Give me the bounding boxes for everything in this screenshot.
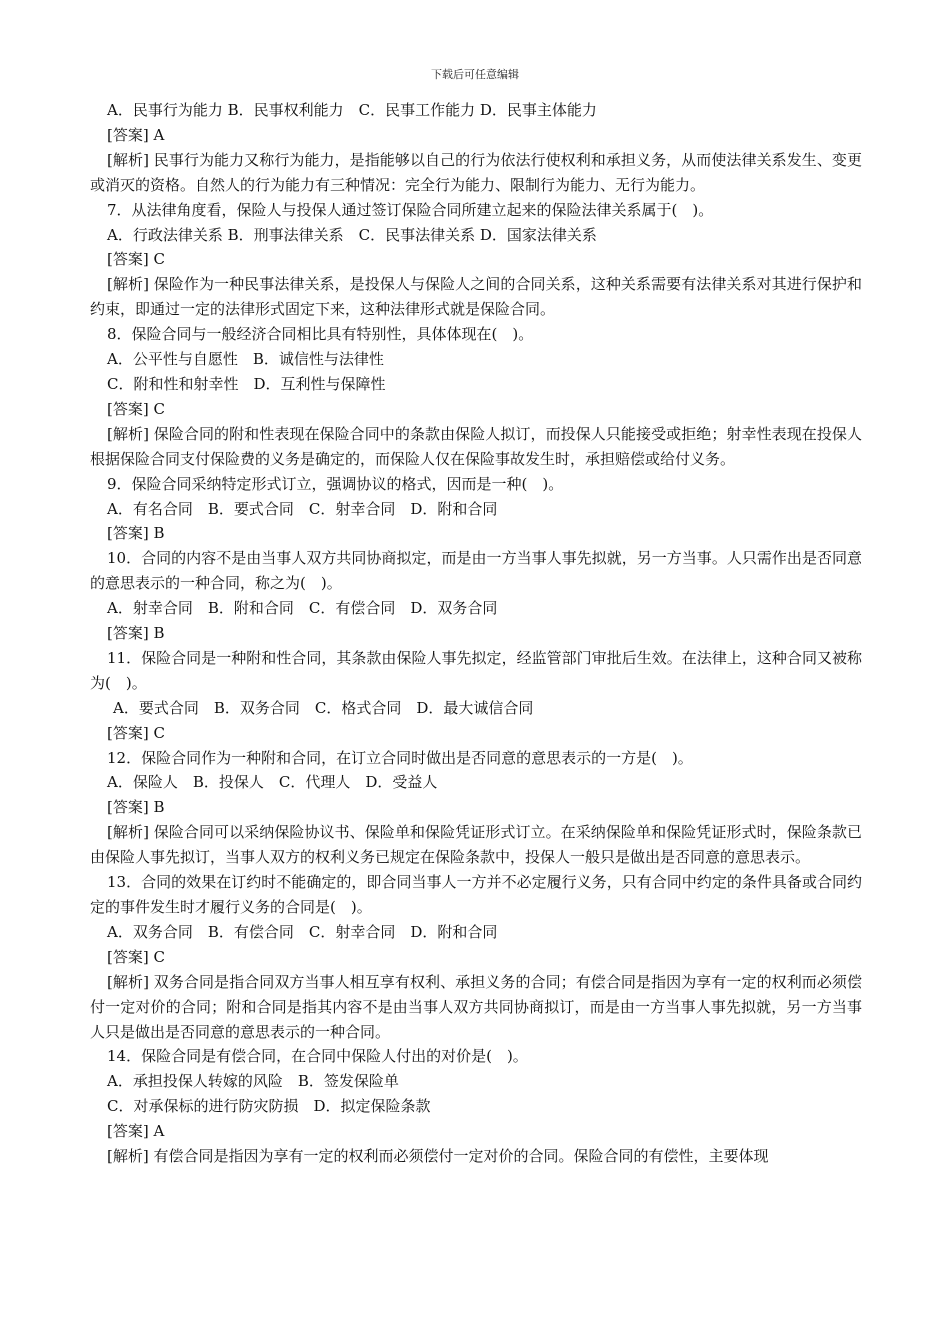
explanation-paragraph: [解析] 双务合同是指合同双方当事人相互享有权利、承担义务的合同；有偿合同是指因为享有一定的权利而必须偿付一定对价的合同；附和合同是指其内容不是由当事人双方共同协商拟订，而是由一方当事人事先拟就，另一方当事人只是做出是否同意的意思表示的一种合同。 bbox=[90, 972, 862, 1041]
answer-options-line: A．保险人 B．投保人 C．代理人 D．受益人 bbox=[107, 773, 438, 792]
explanation-paragraph: [解析] 民事行为能力又称行为能力，是指能够以自己的行为依法行使权利和承担义务，从而使法律关系发生、变更或消灭的资格。自然人的行为能力有三种情况：完全行为能力、限制行为能力、无行为能力。 bbox=[90, 150, 862, 194]
explanation-paragraph: [解析] 保险合同的附和性表现在保险合同中的条款由保险人拟订，而投保人只能接受或拒绝；射幸性表现在投保人根据保险合同支付保险费的义务是确定的，而保险人仅在保险事故发生时，承担赔偿或给付义务。 bbox=[90, 424, 862, 468]
answer-key: [答案] C bbox=[107, 250, 165, 269]
question-10: 10．合同的内容不是由当事人双方共同协商拟定，而是由一方当事人事先拟就，另一方当事。人只需作出是否同意的意思表示的一种合同，称之为( )。 bbox=[90, 549, 862, 593]
explanation-line: [解析] 有偿合同是指因为享有一定的权利而必须偿付一定对价的合同。保险合同的有偿性，主要体现 bbox=[107, 1147, 769, 1166]
question-12: 12．保险合同作为一种附和合同，在订立合同时做出是否同意的意思表示的一方是( )。 bbox=[107, 748, 693, 767]
answer-key: [答案] B bbox=[107, 524, 165, 543]
answer-key: [答案] C bbox=[107, 399, 165, 418]
explanation-paragraph: [解析] 保险合同可以采纳保险协议书、保险单和保险凭证形式订立。在采纳保险单和保险凭证形式时，保险条款已由保险人事先拟订，当事人双方的权利义务已规定在保险条款中，投保人一般只是做出是否同意的意思表示。 bbox=[90, 823, 862, 867]
document-body bbox=[90, 98, 862, 1169]
answer-options-line: C．附和性和射幸性 D．互利性与保障性 bbox=[107, 374, 386, 393]
answer-key: [答案] B bbox=[107, 798, 165, 817]
question-14: 14．保险合同是有偿合同，在合同中保险人付出的对价是( )。 bbox=[107, 1047, 528, 1066]
answer-options-line: A．行政法律关系 B．刑事法律关系 C．民事法律关系 D．国家法律关系 bbox=[107, 225, 597, 244]
answer-key: [答案] A bbox=[107, 1122, 165, 1141]
explanation-paragraph: [解析] 保险作为一种民事法律关系，是投保人与保险人之间的合同关系，这种关系需要有法律关系对其进行保护和约束，即通过一定的法律形式固定下来，这种法律形式就是保险合同。 bbox=[90, 275, 862, 319]
answer-key: [答案] B bbox=[107, 624, 165, 643]
answer-options-line: A．公平性与自愿性 B．诚信性与法律性 bbox=[107, 350, 384, 369]
question-8: 8．保险合同与一般经济合同相比具有特别性，具体体现在( )。 bbox=[107, 325, 534, 344]
answer-options-line: C．对承保标的进行防灾防损 D．拟定保险条款 bbox=[107, 1097, 431, 1116]
answer-key: [答案] C bbox=[107, 723, 165, 742]
answer-options-line: A．有名合同 B．要式合同 C．射幸合同 D．附和合同 bbox=[107, 499, 498, 518]
answer-options-line: A．射幸合同 B．附和合同 C．有偿合同 D．双务合同 bbox=[107, 599, 498, 618]
answer-options-line: A．承担投保人转嫁的风险 B．签发保险单 bbox=[107, 1072, 399, 1091]
question-13: 13．合同的效果在订约时不能确定的，即合同当事人一方并不必定履行义务，只有合同中约定的条件具备或合同约定的事件发生时才履行义务的合同是( )。 bbox=[90, 873, 862, 916]
answer-options-line: A．要式合同 B．双务合同 C．格式合同 D．最大诚信合同 bbox=[113, 698, 534, 717]
question-9: 9．保险合同采纳特定形式订立，强调协议的格式，因而是一种( )。 bbox=[107, 474, 564, 493]
page-header: 下载后可任意编辑 bbox=[431, 68, 519, 81]
answer-options-line: A．双务合同 B．有偿合同 C．射幸合同 D．附和合同 bbox=[107, 922, 498, 941]
question-11: 11．保险合同是一种附和性合同，其条款由保险人事先拟定，经监管部门审批后生效。在法律上，这种合同又被称为( )。 bbox=[90, 648, 862, 692]
answer-options-line: A．民事行为能力 B．民事权利能力 C．民事工作能力 D．民事主体能力 bbox=[107, 101, 597, 119]
answer-key: [答案] C bbox=[107, 947, 165, 966]
answer-key: [答案] A bbox=[107, 125, 165, 144]
question-7: 7．从法律角度看，保险人与投保人通过签订保险合同所建立起来的保险法律关系属于( )。 bbox=[107, 200, 714, 219]
